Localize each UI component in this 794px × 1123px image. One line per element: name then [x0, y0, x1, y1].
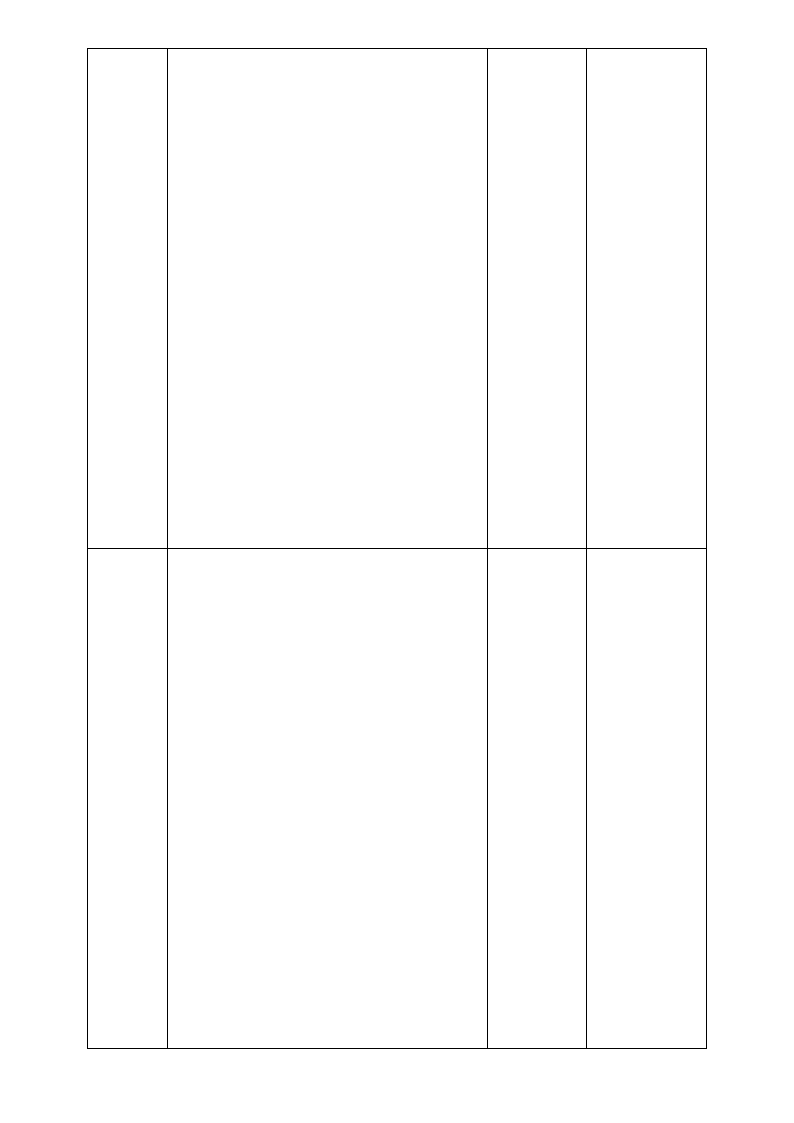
table-border-top: [87, 48, 707, 49]
lesson-plan-table: [87, 48, 707, 1049]
row-divider: [87, 548, 707, 549]
table-border-bottom: [87, 1048, 707, 1049]
